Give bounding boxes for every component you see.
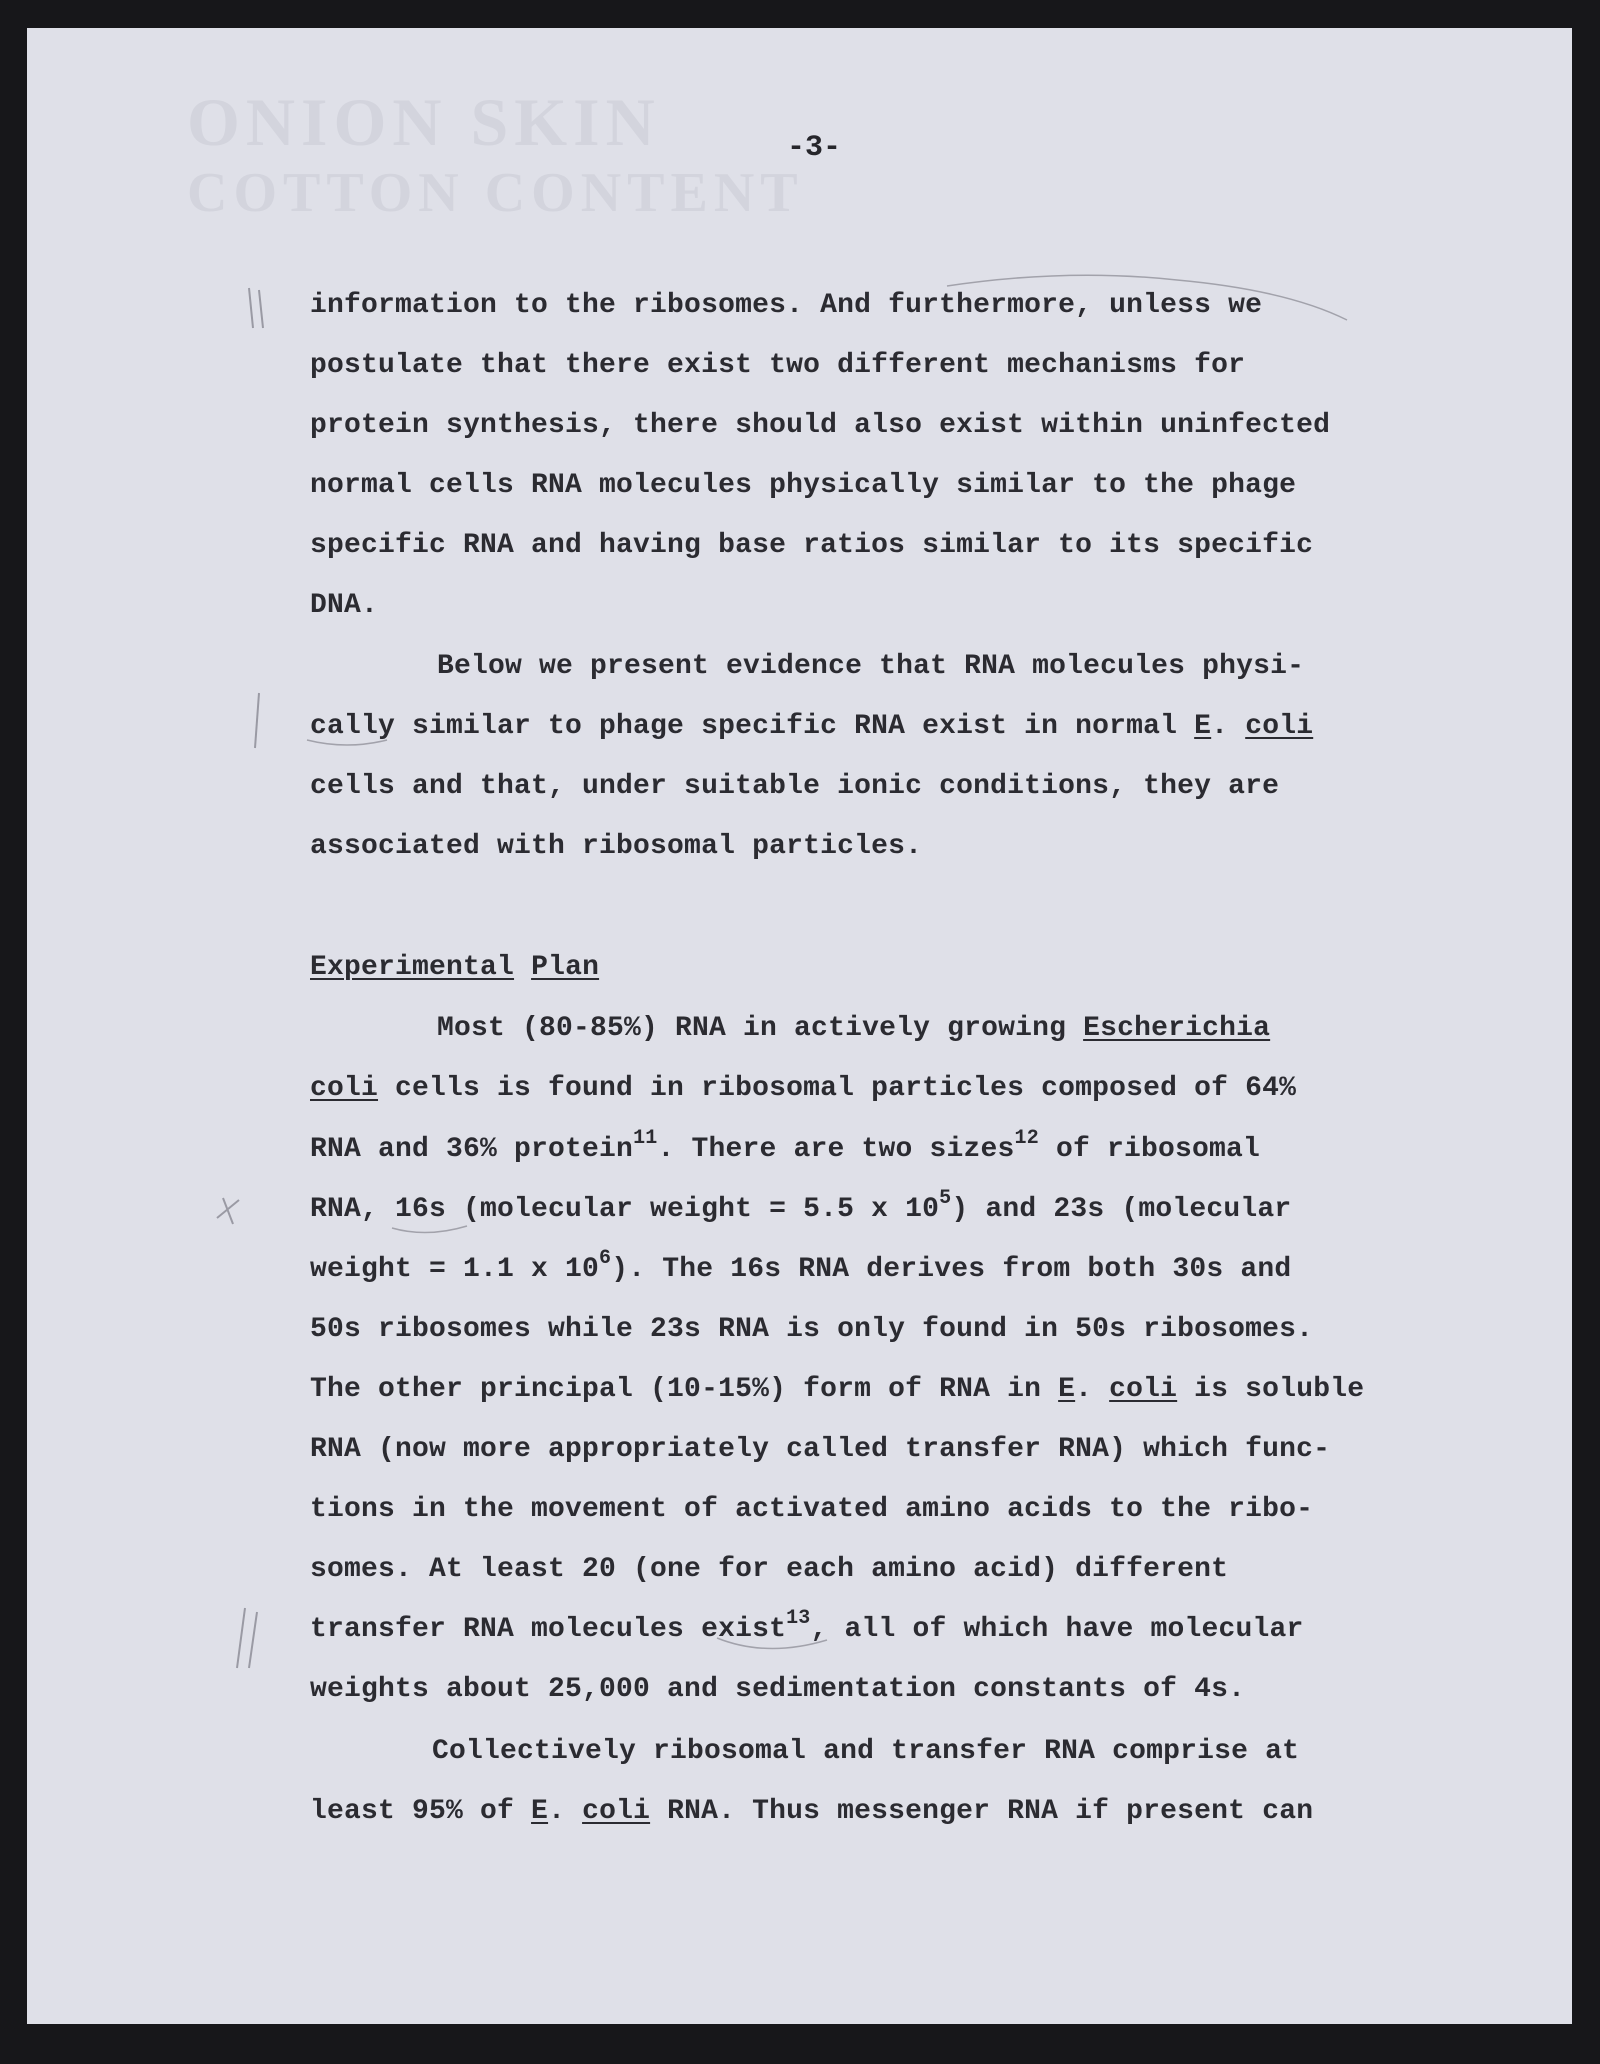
- species-name: coli: [310, 1073, 379, 1104]
- document-page: [27, 28, 1572, 2024]
- p4-line-2-text-b: RNA. Thus messenger RNA if present can: [650, 1796, 1314, 1827]
- p3-line-5-text-b: ). The 16s RNA derives from both 30s and: [611, 1254, 1292, 1285]
- genus-name: Escherichia: [1083, 1013, 1271, 1044]
- pencil-annotations: [27, 28, 1572, 2024]
- p3-line-6: 50s ribosomes while 23s RNA is only found in 50s ribosomes.: [310, 1314, 1314, 1345]
- p3-line-7-text-a: The other principal (10-15%) form of RNA in: [310, 1374, 1059, 1405]
- species-name: coli: [1245, 711, 1314, 742]
- p1-line-2: postulate that there exist two different mechanisms for: [310, 350, 1246, 381]
- p3-line-3-text-b: . There are two sizes: [657, 1134, 1015, 1165]
- exponent: 5: [939, 1187, 952, 1210]
- p3-line-11-text-a: transfer RNA molecules exist: [310, 1614, 787, 1645]
- footnote-ref: 12: [1014, 1127, 1039, 1150]
- margin-double-bar: [249, 288, 263, 328]
- underline-curve: [717, 1638, 827, 1649]
- p1-line-6: DNA.: [310, 590, 379, 621]
- underline-curve: [307, 740, 387, 745]
- p3-line-12: weights about 25,000 and sedimentation constants of 4s.: [310, 1674, 1246, 1705]
- p4-line-1: Collectively ribosomal and transfer RNA comprise at: [432, 1736, 1300, 1767]
- exponent: 6: [599, 1247, 612, 1270]
- margin-cross: [217, 1198, 239, 1224]
- genus-abbrev: E: [1194, 711, 1212, 742]
- p3-line-2-text: cells is found in ribosomal particles composed of 64%: [378, 1073, 1297, 1104]
- p3-line-1-text: Most (80-85%) RNA in actively growing: [437, 1013, 1084, 1044]
- p2-line-1: Below we present evidence that RNA molecules physi-: [437, 651, 1305, 682]
- footnote-ref: 11: [633, 1127, 658, 1150]
- underline-curve: [947, 275, 1347, 320]
- heading-word-1: Experimental: [310, 952, 515, 983]
- p3-line-5-text-a: weight = 1.1 x 10: [310, 1254, 600, 1285]
- p2-line-4: associated with ribosomal particles.: [310, 831, 923, 862]
- p3-line-4-text-b: ) and 23s (molecular: [951, 1194, 1292, 1225]
- watermark-line-1: ONION SKIN: [187, 84, 661, 160]
- underline-curve: [392, 1226, 467, 1233]
- p3-line-3-text-c: of ribosomal: [1038, 1134, 1260, 1165]
- p4-line-2-text-a: least 95% of: [310, 1796, 532, 1827]
- genus-abbrev: E: [1058, 1374, 1076, 1405]
- p3-line-10: somes. At least 20 (one for each amino acid) different: [310, 1554, 1229, 1585]
- p3-line-11-text-b: , all of which have molecular: [810, 1614, 1304, 1645]
- p3-line-4-text-a: RNA, 16s (molecular weight = 5.5 x 10: [310, 1194, 940, 1225]
- p3-line-3-text-a: RNA and 36% protein: [310, 1134, 634, 1165]
- watermark-line-2: COTTON CONTENT: [187, 162, 804, 225]
- species-name: coli: [582, 1796, 651, 1827]
- p3-line-8: RNA (now more appropriately called transfer RNA) which func-: [310, 1434, 1331, 1465]
- genus-abbrev: E: [531, 1796, 549, 1827]
- margin-single-bar: [255, 693, 259, 748]
- p2-line-2-text: cally similar to phage specific RNA exist in normal: [310, 711, 1195, 742]
- heading-word-2: Plan: [531, 952, 600, 983]
- dot: .: [548, 1796, 583, 1827]
- page-number: -3-: [787, 131, 842, 165]
- p1-line-4: normal cells RNA molecules physically similar to the phage: [310, 470, 1297, 501]
- p1-line-5: specific RNA and having base ratios similar to its specific: [310, 530, 1314, 561]
- p2-line-3: cells and that, under suitable ionic conditions, they are: [310, 771, 1280, 802]
- dot: .: [1075, 1374, 1110, 1405]
- p3-line-9: tions in the movement of activated amino acids to the ribo-: [310, 1494, 1314, 1525]
- margin-double-bar: [237, 1608, 257, 1668]
- dot: .: [1211, 711, 1246, 742]
- species-name: coli: [1109, 1374, 1178, 1405]
- p1-line-3: protein synthesis, there should also exist within uninfected: [310, 410, 1331, 441]
- p3-line-7-text-b: is soluble: [1177, 1374, 1365, 1405]
- footnote-ref: 13: [786, 1607, 811, 1630]
- p1-line-1: information to the ribosomes. And furthermore, unless we: [310, 290, 1263, 321]
